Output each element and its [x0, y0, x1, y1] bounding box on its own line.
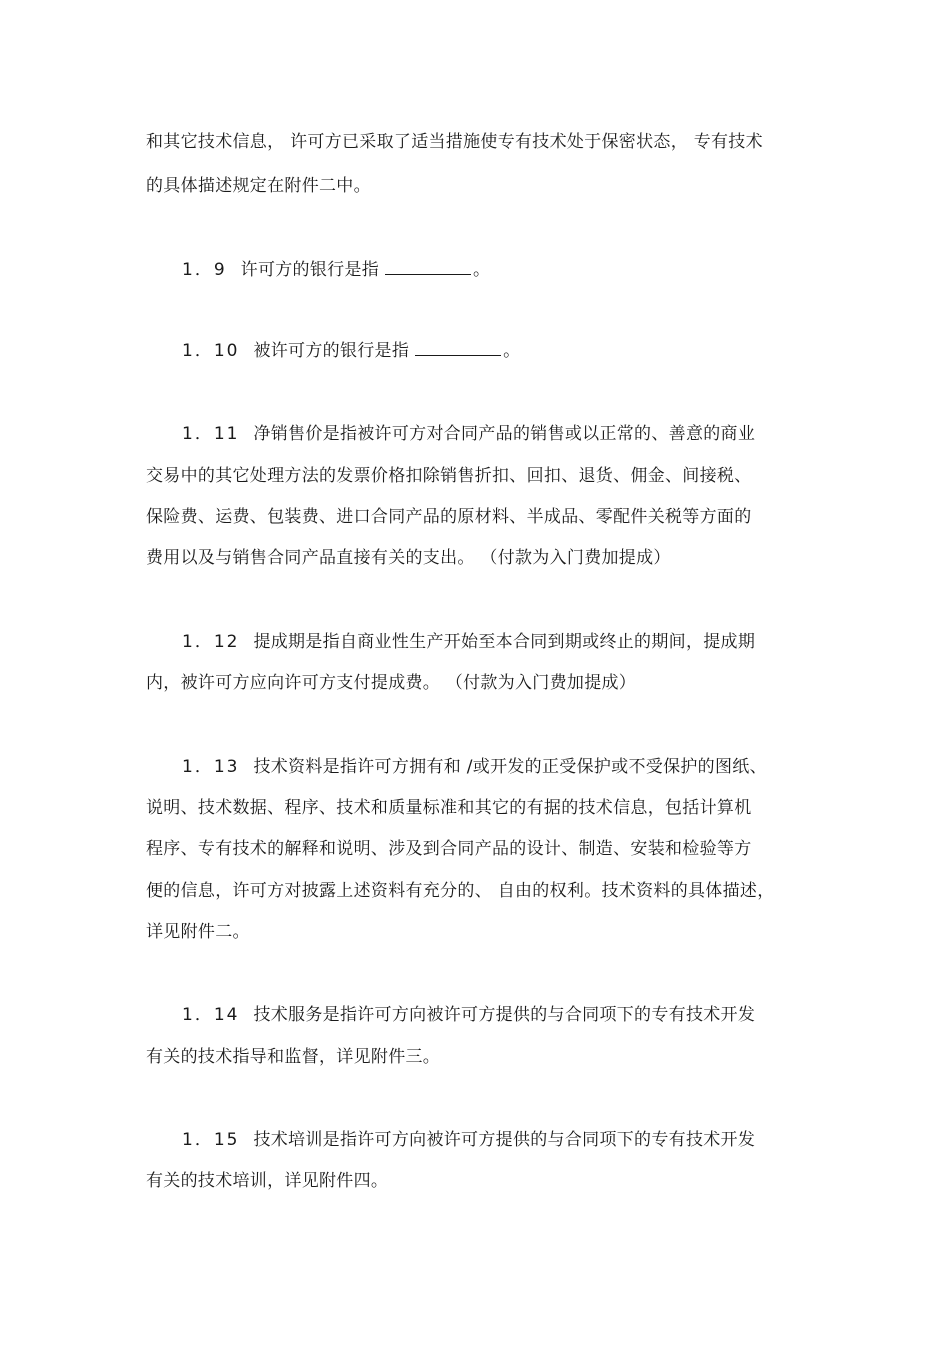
- body-line: 程序、专有技术的解释和说明、涉及到合同产品的设计、制造、安装和检验等方: [146, 839, 752, 859]
- clause-1-13: [182, 752, 767, 777]
- clause-1-9: [182, 255, 490, 280]
- clause-text: 许可方的银行是指: [240, 260, 380, 280]
- clause-end: 。: [473, 260, 491, 280]
- clause-1-12: [182, 627, 755, 652]
- body-line: 有关的技术指导和监督，详见附件三。: [146, 1047, 441, 1067]
- clause-number: 1．12: [182, 632, 240, 652]
- clause-number: 1．11: [182, 424, 240, 444]
- clause-1-10: [182, 336, 520, 361]
- clause-text: 净销售价是指被许可方对合同产品的销售或以正常的、善意的商业: [253, 424, 756, 444]
- fill-in-blank[interactable]: [385, 260, 471, 275]
- body-line: 详见附件二。: [146, 922, 250, 942]
- clause-number: 1．14: [182, 1005, 240, 1025]
- clause-number: 1．15: [182, 1130, 240, 1150]
- body-line: 的具体描述规定在附件二中。: [146, 176, 371, 196]
- body-line: 和其它技术信息， 许可方已采取了适当措施使专有技术处于保密状态， 专有技术: [146, 132, 763, 152]
- clause-1-15: [182, 1125, 755, 1150]
- body-line: 便的信息，许可方对披露上述资料有充分的、 自由的权利。技术资料的具体描述，: [146, 881, 775, 901]
- clause-text: 技术培训是指许可方向被许可方提供的与合同项下的专有技术开发: [253, 1130, 756, 1150]
- body-line: 内，被许可方应向许可方支付提成费。 （付款为入门费加提成）: [146, 673, 637, 693]
- body-line: 有关的技术培训，详见附件四。: [146, 1171, 389, 1191]
- clause-text: 技术服务是指许可方向被许可方提供的与合同项下的专有技术开发: [253, 1005, 756, 1025]
- clause-text: 技术资料是指许可方拥有和 /或开发的正受保护或不受保护的图纸、: [253, 757, 767, 777]
- fill-in-blank[interactable]: [415, 341, 501, 356]
- clause-number: 1．9: [182, 260, 227, 280]
- clause-text: 被许可方的银行是指: [253, 341, 410, 361]
- body-line: 保险费、运费、包装费、进口合同产品的原材料、半成品、零配件关税等方面的: [146, 507, 752, 527]
- body-line: 费用以及与销售合同产品直接有关的支出。 （付款为入门费加提成）: [146, 548, 671, 568]
- clause-number: 1．13: [182, 757, 240, 777]
- body-line: 说明、技术数据、程序、技术和质量标准和其它的有据的技术信息，包括计算机: [146, 798, 752, 818]
- clause-text: 提成期是指自商业性生产开始至本合同到期或终止的期间，提成期: [253, 632, 756, 652]
- clause-number: 1．10: [182, 341, 240, 361]
- clause-1-14: [182, 1000, 755, 1025]
- body-line: 交易中的其它处理方法的发票价格扣除销售折扣、回扣、退货、佣金、间接税、: [146, 466, 752, 486]
- clause-1-11: [182, 419, 755, 444]
- clause-end: 。: [503, 341, 521, 361]
